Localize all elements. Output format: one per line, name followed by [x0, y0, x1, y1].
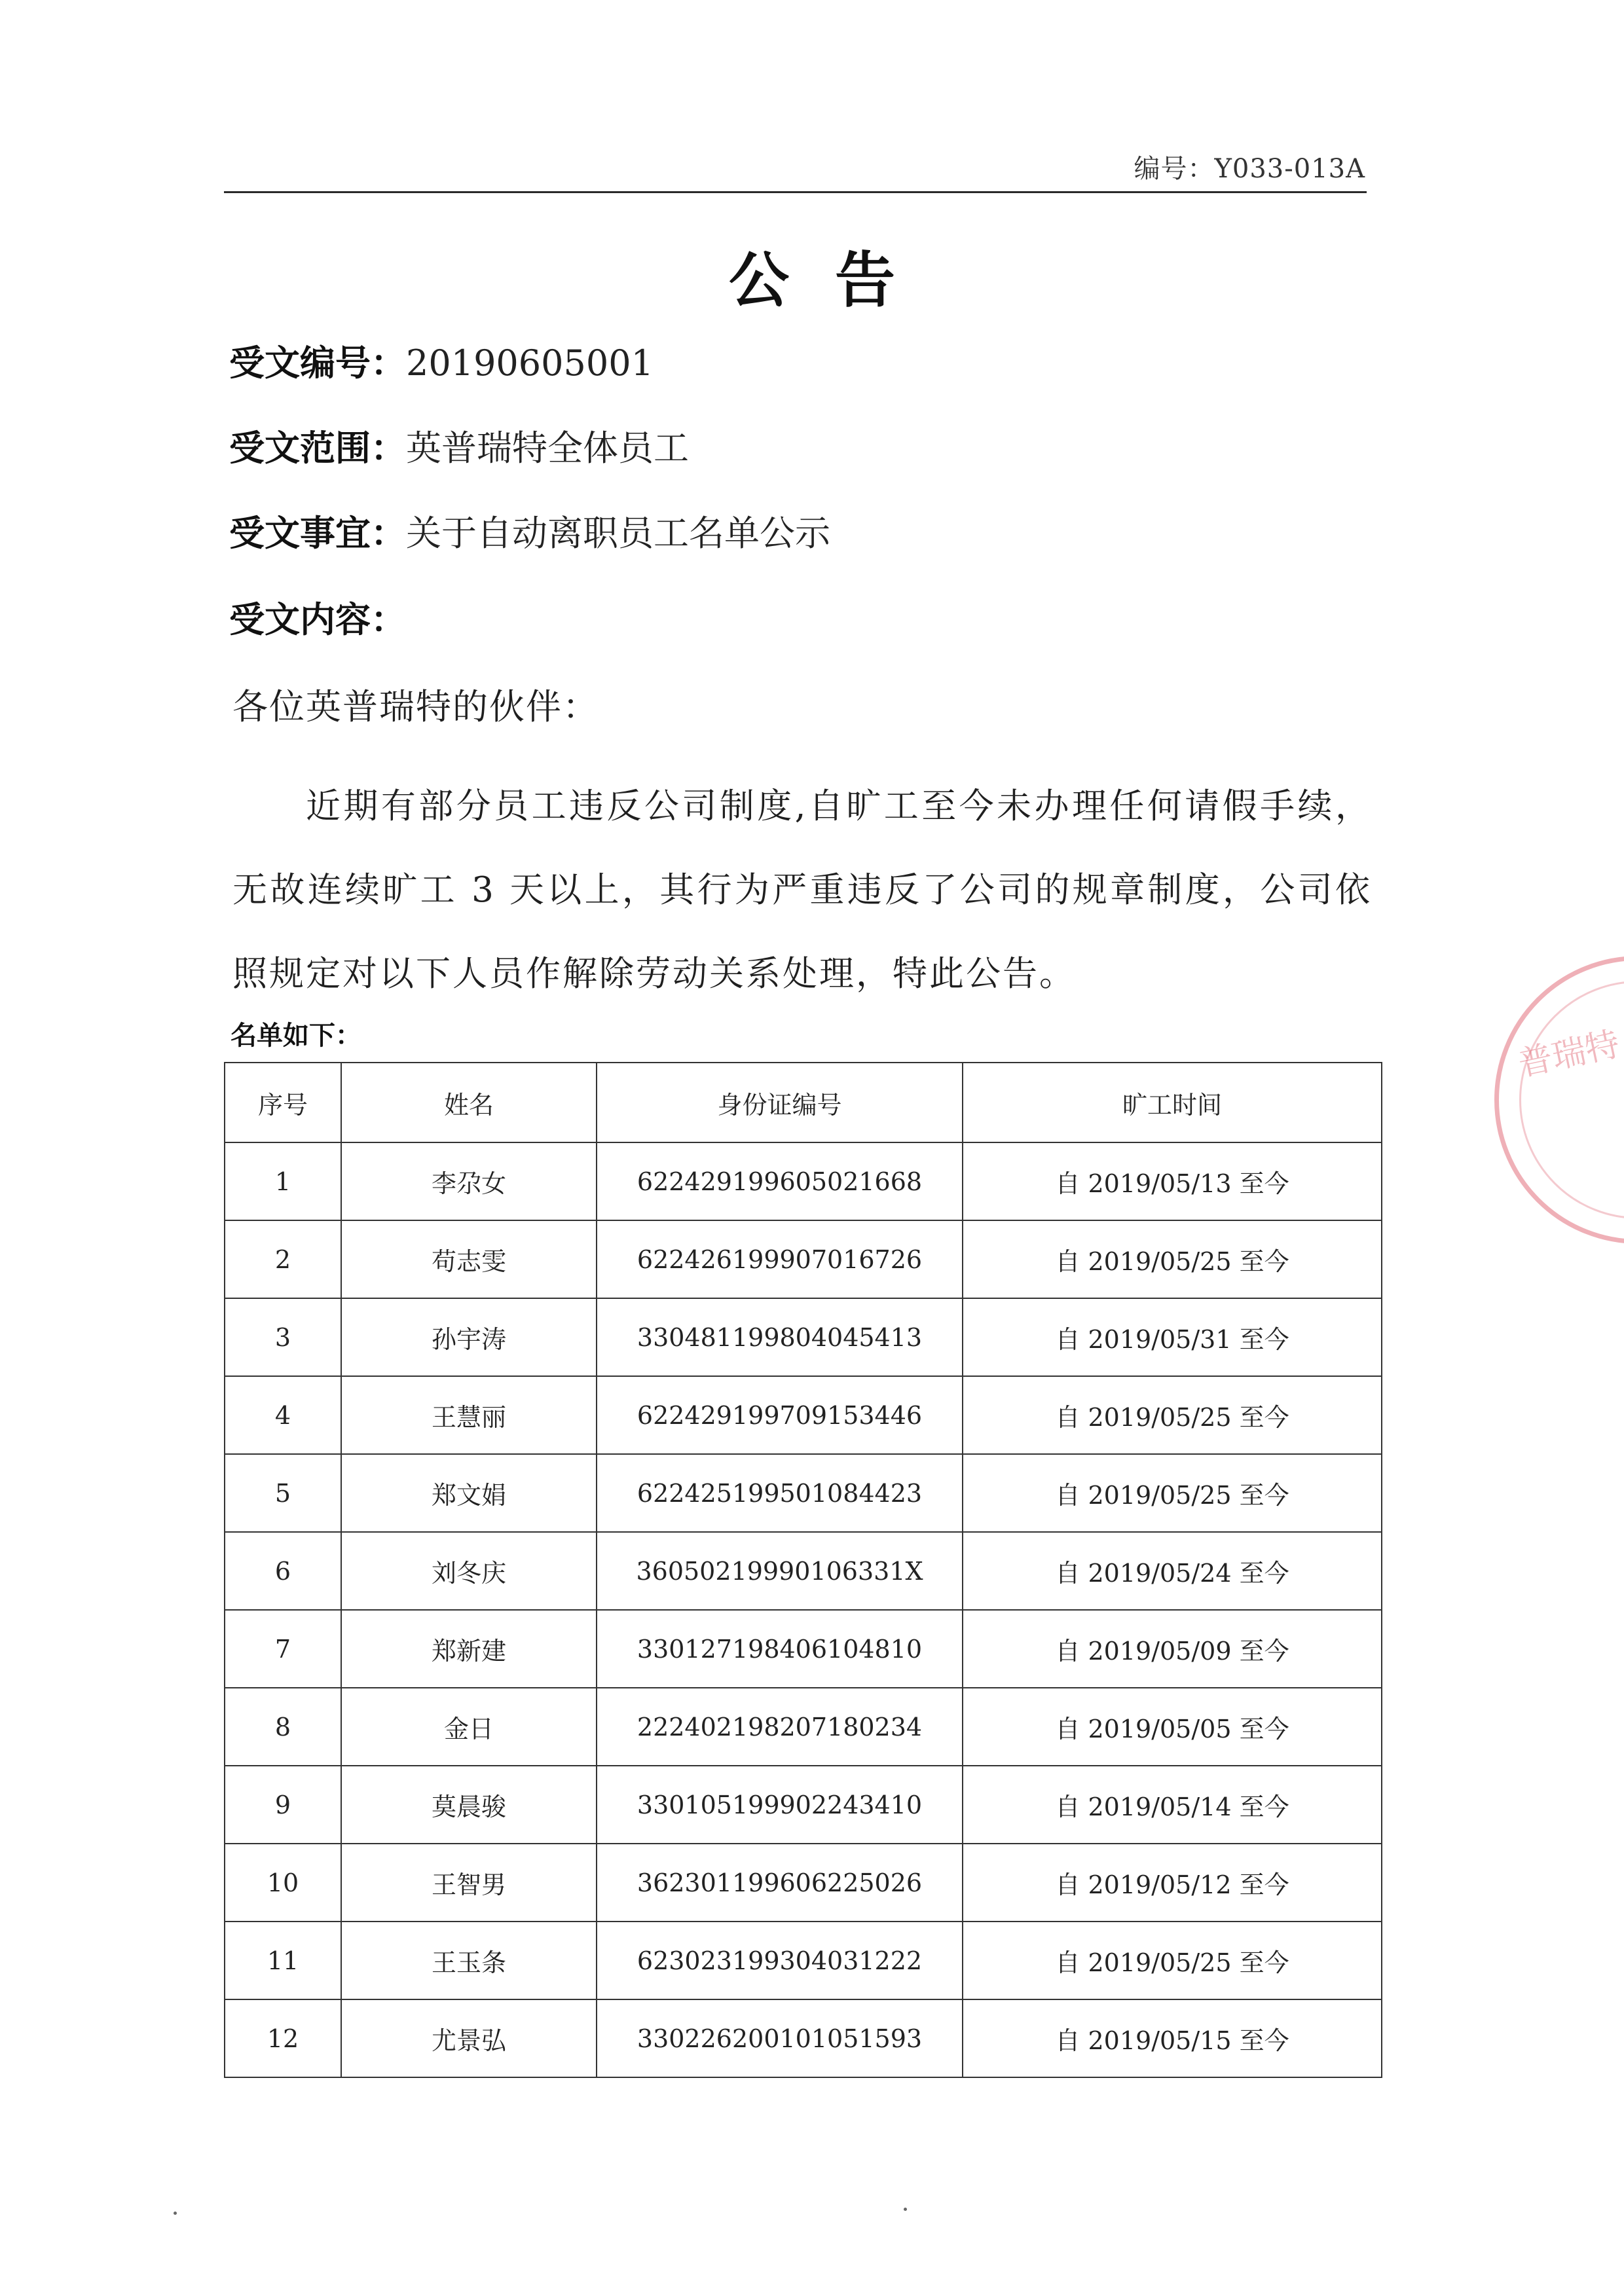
cell-absence-period: 自 2019/05/25 至今 — [963, 1922, 1382, 1999]
cell-name: 莫晨骏 — [341, 1766, 597, 1844]
table-row — [225, 1532, 1382, 1610]
cell-index: 1 — [225, 1142, 341, 1220]
header-rule — [224, 191, 1367, 193]
cell-id-number: 36050219990106331X — [597, 1532, 963, 1610]
field-matter — [229, 511, 830, 556]
cell-name: 王慧丽 — [341, 1376, 597, 1454]
cell-id-number: 622426199907016726 — [597, 1220, 963, 1298]
cell-index: 10 — [225, 1844, 341, 1922]
list-label: 名单如下： — [231, 1021, 361, 1051]
field-scope — [229, 426, 689, 471]
cell-absence-period: 自 2019/05/24 至今 — [963, 1532, 1382, 1610]
cell-index: 5 — [225, 1454, 341, 1532]
field-value: 英普瑞特全体员工 — [406, 428, 689, 469]
cell-absence-period: 自 2019/05/25 至今 — [963, 1376, 1382, 1454]
field-label: 受文事宜： — [229, 513, 406, 554]
cell-index: 4 — [225, 1376, 341, 1454]
cell-name: 刘冬庆 — [341, 1532, 597, 1610]
page-title: 公告 — [728, 246, 941, 316]
table-row — [225, 1376, 1382, 1454]
column-header-absence-period: 旷工时间 — [963, 1063, 1382, 1142]
cell-id-number: 622429199605021668 — [597, 1142, 963, 1220]
cell-name: 王玉条 — [341, 1922, 597, 1999]
cell-name: 郑新建 — [341, 1610, 597, 1688]
notice-paragraph: 近期有部分员工违反公司制度,自旷工至今未办理任何请假手续，无故连续旷工 3 天以上，其行为严重违反了公司的规章制度，公司依照规定对以下人员作解除劳动关系处理，特此公告。 — [232, 786, 1372, 994]
table-row — [225, 1844, 1382, 1922]
cell-index: 12 — [225, 1999, 341, 2077]
cell-id-number: 330127198406104810 — [597, 1610, 963, 1688]
cell-id-number: 330226200101051593 — [597, 1999, 963, 2077]
cell-name: 金日 — [341, 1688, 597, 1766]
cell-absence-period: 自 2019/05/12 至今 — [963, 1844, 1382, 1922]
table-row — [225, 1688, 1382, 1766]
cell-name: 李尕女 — [341, 1142, 597, 1220]
field-label: 受文编号： — [229, 342, 406, 384]
cell-name: 孙宇涛 — [341, 1298, 597, 1376]
document-number: 编号：Y033-013A — [1134, 154, 1365, 184]
cell-index: 7 — [225, 1610, 341, 1688]
field-value: 关于自动离职员工名单公示 — [406, 513, 830, 554]
cell-absence-period: 自 2019/05/31 至今 — [963, 1298, 1382, 1376]
field-document-number — [229, 340, 654, 386]
cell-absence-period: 自 2019/05/09 至今 — [963, 1610, 1382, 1688]
cell-name: 尤景弘 — [341, 1999, 597, 2077]
table-row — [225, 1922, 1382, 1999]
cell-index: 9 — [225, 1766, 341, 1844]
cell-index: 11 — [225, 1922, 341, 1999]
table-row — [225, 1610, 1382, 1688]
roster-table — [224, 1062, 1382, 2078]
cell-absence-period: 自 2019/05/25 至今 — [963, 1220, 1382, 1298]
cell-name: 郑文娟 — [341, 1454, 597, 1532]
cell-id-number: 622425199501084423 — [597, 1454, 963, 1532]
cell-absence-period: 自 2019/05/13 至今 — [963, 1142, 1382, 1220]
cell-id-number: 330481199804045413 — [597, 1298, 963, 1376]
cell-absence-period: 自 2019/05/05 至今 — [963, 1688, 1382, 1766]
cell-absence-period: 自 2019/05/15 至今 — [963, 1999, 1382, 2077]
cell-name: 王智男 — [341, 1844, 597, 1922]
table-body — [225, 1142, 1382, 2077]
cell-id-number: 222402198207180234 — [597, 1688, 963, 1766]
column-header-index: 序号 — [225, 1063, 341, 1142]
cell-index: 8 — [225, 1688, 341, 1766]
field-label: 受文内容： — [229, 599, 406, 640]
table-row — [225, 1454, 1382, 1532]
cell-absence-period: 自 2019/05/25 至今 — [963, 1454, 1382, 1532]
cell-index: 2 — [225, 1220, 341, 1298]
company-seal-lettering: 普瑞特 — [1515, 1024, 1623, 1084]
cell-id-number: 622429199709153446 — [597, 1376, 963, 1454]
column-header-id-number: 身份证编号 — [597, 1063, 963, 1142]
table-row — [225, 1220, 1382, 1298]
cell-index: 3 — [225, 1298, 341, 1376]
scan-speck — [174, 2212, 177, 2215]
cell-id-number: 362301199606225026 — [597, 1844, 963, 1922]
cell-id-number: 330105199902243410 — [597, 1766, 963, 1844]
table-row — [225, 1766, 1382, 1844]
cell-id-number: 623023199304031222 — [597, 1922, 963, 1999]
table-row — [225, 1298, 1382, 1376]
greeting: 各位英普瑞特的伙伴： — [232, 686, 599, 727]
field-value: 20190605001 — [406, 342, 654, 384]
field-label: 受文范围： — [229, 428, 406, 469]
cell-name: 苟志雯 — [341, 1220, 597, 1298]
scan-speck — [904, 2208, 907, 2211]
field-content — [229, 597, 406, 643]
table-header-row — [225, 1063, 1382, 1142]
table-row — [225, 1142, 1382, 1220]
column-header-name: 姓名 — [341, 1063, 597, 1142]
cell-absence-period: 自 2019/05/14 至今 — [963, 1766, 1382, 1844]
cell-index: 6 — [225, 1532, 341, 1610]
table-row — [225, 1999, 1382, 2077]
